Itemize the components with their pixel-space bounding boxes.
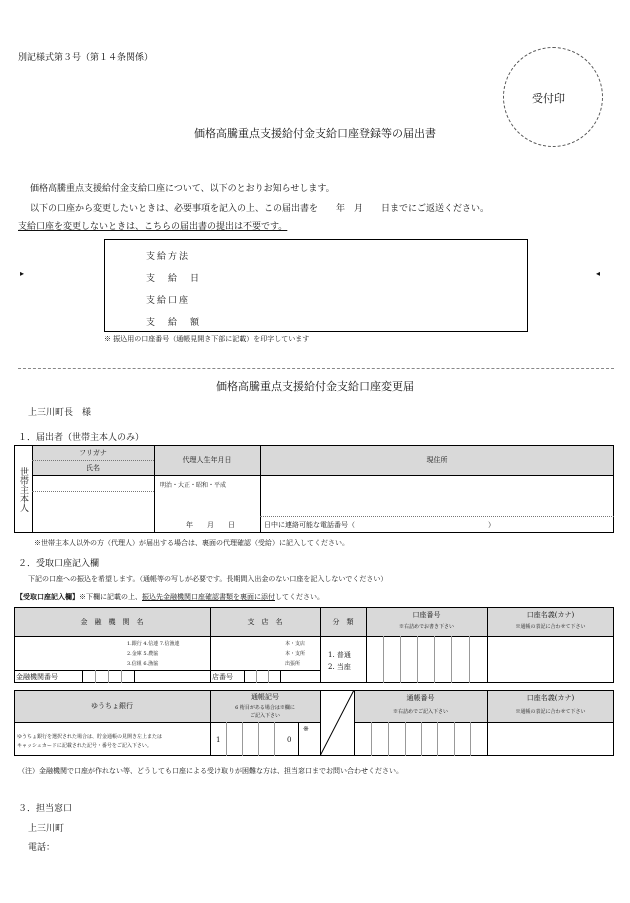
yucho-symbol-sub2: ご記入下さい	[249, 712, 280, 719]
form-title: 価格高騰重点支援給付金支給口座登録等の届出書	[194, 127, 436, 140]
yucho-symbol-label: 通帳記号	[251, 692, 279, 701]
dob-date-fields[interactable]: 年 月 日	[186, 521, 235, 529]
bank-types-line3: 3.信組 6.漁協	[127, 661, 159, 667]
yucho-holder-input[interactable]	[488, 723, 613, 755]
col-account-holder: 口座名義(カナ)	[526, 611, 575, 619]
form-reference: 別記様式第３号（第１４条関係）	[18, 53, 154, 63]
col-account-number: 口座番号	[412, 611, 441, 619]
info-row-account: 支給口座	[146, 296, 191, 306]
applicant-side-label: 世帯主本人	[18, 466, 28, 512]
branch-name-input[interactable]	[211, 637, 283, 669]
account-number-input[interactable]	[367, 637, 486, 682]
office-phone: 電話：	[28, 843, 56, 853]
yucho-note-line1: ゆうちょ銀行を選択された場合は、貯金通帳の見開き左上または	[17, 734, 163, 740]
yucho-number-input[interactable]	[355, 723, 486, 755]
account-instructions	[16, 592, 324, 602]
info-row-date: 支 給 日	[146, 274, 202, 284]
bank-types-line1: 1.銀行 4.信連 7.信漁連	[127, 641, 180, 647]
change-form-title: 価格高騰重点支援給付金支給口座変更届	[216, 380, 414, 393]
disabled-cell-diagonal	[320, 690, 354, 756]
proxy-note: ※世帯主本人以外の方（代理人）が届出する場合は、裏面の代理確認（受給）に記入してください。	[34, 539, 349, 547]
instr-pre: ※下欄に記載の上、	[79, 593, 142, 601]
section2-line1: 下記の口座への振込を希望します。（通帳等の写しが必要です。長期間入出金のない口座を記入しないでください）	[28, 575, 388, 583]
section1-heading: １．届出者（世帯主本人のみ）	[18, 433, 145, 443]
office-name: 上三川町	[28, 824, 65, 834]
cut-line	[18, 368, 614, 369]
account-type-ordinary[interactable]: 1. 普通	[328, 651, 351, 659]
furigana-input[interactable]	[33, 476, 153, 490]
fold-marker-right: ◂	[596, 269, 601, 278]
instr-underlined: 振込先金融機関口座確認書類を裏面に添付	[142, 593, 275, 601]
reception-stamp-label: 受付印	[532, 92, 565, 105]
name-input[interactable]	[33, 492, 153, 532]
yucho-number-label: 通帳番号	[406, 694, 435, 702]
info-box-note: ※ 振込用の口座番号（通帳見開き下部に記載）を印字しています	[104, 335, 310, 343]
branch-types-line2: 本・支所	[285, 651, 306, 657]
section3-heading: ３．担当窓口	[18, 804, 73, 814]
bank-code-label: 金融機関番号	[16, 673, 58, 681]
yucho-symbol-input[interactable]	[227, 723, 274, 755]
branch-code-label: 店番号	[212, 673, 233, 681]
account-holder-input[interactable]	[488, 637, 613, 682]
address-input[interactable]	[261, 476, 613, 515]
yucho-symbol-last-digit: 0	[287, 736, 292, 744]
yucho-holder-label: 口座名義(カナ)	[526, 694, 575, 702]
yucho-number-sub: ※右詰めでご記入下さい	[392, 708, 448, 715]
yucho-sixth-digit-mark: ※	[303, 725, 309, 733]
proxy-dob-label: 代理人生年月日	[182, 456, 232, 464]
furigana-label: フリガナ	[79, 448, 107, 457]
intro-line-2: 以下の口座から変更したいときは、必要事項を記入の上、この届出書を 年 月 日までにご返送ください。	[30, 204, 490, 214]
yucho-note-line2: キャッシュカードに記載された記号・番号をご記入下さい。	[17, 743, 152, 749]
yucho-holder-sub: ※通帳の表記に合わせて下さい	[515, 708, 586, 715]
bank-types-line2: 2.金庫 5.農協	[127, 651, 159, 657]
col-bank-name: 金 融 機 関 名	[80, 617, 144, 626]
branch-types-line3: 出張所	[285, 661, 301, 667]
name-label: 氏名	[86, 463, 100, 472]
col-branch-name: 支 店 名	[247, 617, 283, 626]
bank-name-input[interactable]	[15, 637, 125, 669]
era-options[interactable]: 明治・大正・昭和・平成	[160, 482, 227, 489]
branch-types-line1: 本・支店	[285, 641, 306, 647]
info-row-amount: 支 給 額	[146, 318, 202, 328]
col-account-number-sub: ※右詰めでお書き下さい	[398, 623, 454, 630]
address-label: 現住所	[426, 456, 448, 464]
account-type-checking[interactable]: 2. 当座	[328, 663, 351, 671]
yucho-symbol-sub1: 6 桁目がある場合は※欄に	[235, 704, 295, 711]
yucho-label: ゆうちょ銀行	[91, 702, 133, 710]
intro-line-1: 価格高騰重点支援給付金支給口座について、以下のとおりお知らせします。	[30, 184, 335, 194]
info-row-method: 支給方法	[146, 252, 191, 262]
col-account-type: 分 類	[332, 617, 354, 626]
col-account-holder-sub: ※通帳の表記に合わせて下さい	[515, 623, 586, 630]
bracket-label: 【受取口座記入欄】	[16, 592, 79, 601]
intro-line-3: 支給口座を変更しないときは、こちらの届出書の提出は不要です。	[18, 222, 288, 232]
footnote: （注）金融機関で口座が作れない等、どうしても口座による受け取りが困難な方は、担当窓口までお問い合わせください。	[18, 767, 403, 775]
section2-heading: ２．受取口座記入欄	[18, 559, 100, 569]
addressee: 上三川町長 様	[28, 408, 92, 418]
daytime-phone-field[interactable]: 日中に連絡可能な電話番号（ ）	[264, 521, 495, 529]
fold-marker-left: ▸	[20, 269, 25, 278]
yucho-symbol-first-digit: 1	[216, 736, 221, 744]
instr-post: してください。	[275, 593, 324, 601]
